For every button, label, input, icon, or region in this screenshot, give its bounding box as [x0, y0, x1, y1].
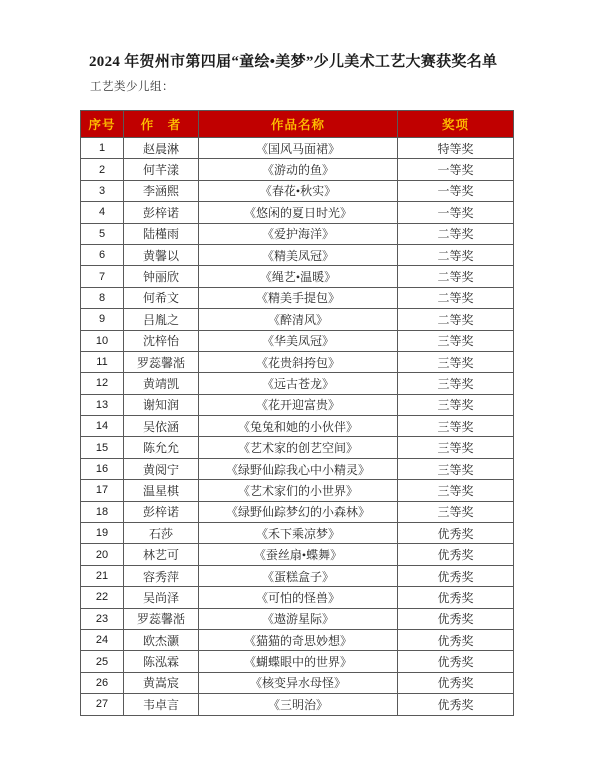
cell-author: 沈梓怡	[124, 330, 199, 351]
table-row	[81, 180, 514, 201]
cell-award: 二等奖	[398, 223, 514, 244]
cell-author: 容秀萍	[124, 565, 199, 586]
cell-author: 温星棋	[124, 480, 199, 501]
cell-author: 吴依涵	[124, 416, 199, 437]
cell-award: 优秀奖	[398, 608, 514, 629]
cell-author: 吕胤之	[124, 309, 199, 330]
cell-work: 《绿野仙踪我心中小精灵》	[199, 458, 398, 479]
cell-award: 三等奖	[398, 480, 514, 501]
cell-no: 17	[81, 480, 124, 501]
cell-author: 吴尚泽	[124, 587, 199, 608]
cell-no: 16	[81, 458, 124, 479]
table-row	[81, 373, 514, 394]
cell-work: 《绿野仙踪梦幻的小森林》	[199, 501, 398, 522]
cell-no: 18	[81, 501, 124, 522]
table-row	[81, 223, 514, 244]
page-title: 2024 年贺州市第四届“童绘•美梦”少儿美术工艺大赛获奖名单	[89, 54, 498, 70]
cell-author: 黄阅宁	[124, 458, 199, 479]
cell-author: 黄靖凯	[124, 373, 199, 394]
col-header-work: 作品名称	[199, 111, 398, 138]
table-row	[81, 330, 514, 351]
cell-award: 优秀奖	[398, 672, 514, 693]
cell-work: 《悠闲的夏日时光》	[199, 202, 398, 223]
cell-award: 二等奖	[398, 244, 514, 265]
cell-work: 《兔兔和她的小伙伴》	[199, 416, 398, 437]
cell-author: 罗蕊馨湉	[124, 608, 199, 629]
cell-work: 《远古苍龙》	[199, 373, 398, 394]
table-row	[81, 629, 514, 650]
cell-author: 林艺可	[124, 544, 199, 565]
cell-work: 《猫猫的奇思妙想》	[199, 629, 398, 650]
table-row	[81, 694, 514, 715]
table-row	[81, 394, 514, 415]
cell-award: 一等奖	[398, 180, 514, 201]
cell-work: 《禾下乘凉梦》	[199, 523, 398, 544]
cell-award: 一等奖	[398, 202, 514, 223]
cell-no: 5	[81, 223, 124, 244]
awards-table	[80, 110, 514, 716]
cell-award: 优秀奖	[398, 694, 514, 715]
cell-award: 三等奖	[398, 394, 514, 415]
cell-no: 20	[81, 544, 124, 565]
table-row	[81, 523, 514, 544]
cell-work: 《醉清风》	[199, 309, 398, 330]
table-row	[81, 565, 514, 586]
cell-award: 优秀奖	[398, 651, 514, 672]
table-row	[81, 458, 514, 479]
cell-author: 何希文	[124, 287, 199, 308]
cell-award: 二等奖	[398, 266, 514, 287]
cell-work: 《华美凤冠》	[199, 330, 398, 351]
cell-no: 6	[81, 244, 124, 265]
cell-work: 《艺术家们的小世界》	[199, 480, 398, 501]
cell-no: 11	[81, 351, 124, 372]
cell-work: 《遨游星际》	[199, 608, 398, 629]
cell-author: 李涵熙	[124, 180, 199, 201]
table-row	[81, 351, 514, 372]
cell-no: 21	[81, 565, 124, 586]
cell-award: 三等奖	[398, 373, 514, 394]
cell-work: 《绳艺•温暖》	[199, 266, 398, 287]
cell-work: 《春花•秋实》	[199, 180, 398, 201]
cell-work: 《精美凤冠》	[199, 244, 398, 265]
table-row	[81, 587, 514, 608]
cell-work: 《花贵斜挎包》	[199, 351, 398, 372]
cell-work: 《蚕丝扇•蝶舞》	[199, 544, 398, 565]
cell-no: 12	[81, 373, 124, 394]
cell-no: 22	[81, 587, 124, 608]
cell-work: 《花开迎富贵》	[199, 394, 398, 415]
table-row	[81, 202, 514, 223]
cell-award: 三等奖	[398, 458, 514, 479]
cell-author: 韦卓言	[124, 694, 199, 715]
cell-work: 《国风马面裙》	[199, 138, 398, 159]
cell-work: 《三明治》	[199, 694, 398, 715]
cell-no: 14	[81, 416, 124, 437]
cell-award: 三等奖	[398, 330, 514, 351]
cell-no: 13	[81, 394, 124, 415]
cell-award: 优秀奖	[398, 629, 514, 650]
cell-no: 3	[81, 180, 124, 201]
cell-no: 24	[81, 629, 124, 650]
table-row	[81, 544, 514, 565]
cell-award: 二等奖	[398, 287, 514, 308]
cell-author: 赵晨淋	[124, 138, 199, 159]
cell-no: 23	[81, 608, 124, 629]
cell-author: 钟丽欣	[124, 266, 199, 287]
cell-author: 陈泓霖	[124, 651, 199, 672]
cell-no: 9	[81, 309, 124, 330]
awards-table-body	[81, 138, 514, 716]
cell-no: 10	[81, 330, 124, 351]
table-header-row	[81, 111, 514, 138]
table-row	[81, 672, 514, 693]
cell-author: 彭梓诺	[124, 202, 199, 223]
cell-no: 26	[81, 672, 124, 693]
cell-award: 一等奖	[398, 159, 514, 180]
cell-author: 彭梓诺	[124, 501, 199, 522]
cell-author: 黄嵩宸	[124, 672, 199, 693]
cell-work: 《可怕的怪兽》	[199, 587, 398, 608]
table-header	[81, 111, 514, 138]
cell-author: 石莎	[124, 523, 199, 544]
cell-author: 陆槿雨	[124, 223, 199, 244]
table-row	[81, 651, 514, 672]
cell-no: 25	[81, 651, 124, 672]
cell-award: 优秀奖	[398, 587, 514, 608]
cell-no: 4	[81, 202, 124, 223]
table-row	[81, 266, 514, 287]
cell-no: 8	[81, 287, 124, 308]
cell-work: 《蝴蝶眼中的世界》	[199, 651, 398, 672]
cell-no: 7	[81, 266, 124, 287]
table-row	[81, 416, 514, 437]
cell-award: 优秀奖	[398, 544, 514, 565]
table-row	[81, 501, 514, 522]
cell-award: 三等奖	[398, 437, 514, 458]
cell-award: 特等奖	[398, 138, 514, 159]
cell-award: 三等奖	[398, 351, 514, 372]
col-header-author: 作 者	[124, 111, 199, 138]
document-page	[0, 50, 600, 775]
col-header-no: 序号	[81, 111, 124, 138]
cell-no: 15	[81, 437, 124, 458]
group-label: 工艺类少儿组：	[90, 81, 174, 93]
cell-work: 《精美手提包》	[199, 287, 398, 308]
cell-author: 陈允允	[124, 437, 199, 458]
table-row	[81, 244, 514, 265]
cell-work: 《游动的鱼》	[199, 159, 398, 180]
table-row	[81, 608, 514, 629]
cell-award: 二等奖	[398, 309, 514, 330]
cell-award: 优秀奖	[398, 565, 514, 586]
cell-author: 欧杰灏	[124, 629, 199, 650]
cell-work: 《蛋糕盒子》	[199, 565, 398, 586]
cell-author: 何芊漾	[124, 159, 199, 180]
cell-no: 27	[81, 694, 124, 715]
table-row	[81, 437, 514, 458]
table-row	[81, 159, 514, 180]
cell-work: 《爱护海洋》	[199, 223, 398, 244]
cell-award: 三等奖	[398, 416, 514, 437]
cell-no: 2	[81, 159, 124, 180]
cell-award: 优秀奖	[398, 523, 514, 544]
cell-author: 谢知润	[124, 394, 199, 415]
cell-no: 19	[81, 523, 124, 544]
cell-no: 1	[81, 138, 124, 159]
table-row	[81, 480, 514, 501]
cell-award: 三等奖	[398, 501, 514, 522]
cell-work: 《艺术家的创艺空间》	[199, 437, 398, 458]
cell-work: 《核变异水母怪》	[199, 672, 398, 693]
cell-author: 黄馨以	[124, 244, 199, 265]
cell-author: 罗蕊馨湉	[124, 351, 199, 372]
table-row	[81, 138, 514, 159]
table-row	[81, 287, 514, 308]
table-row	[81, 309, 514, 330]
col-header-award: 奖项	[398, 111, 514, 138]
